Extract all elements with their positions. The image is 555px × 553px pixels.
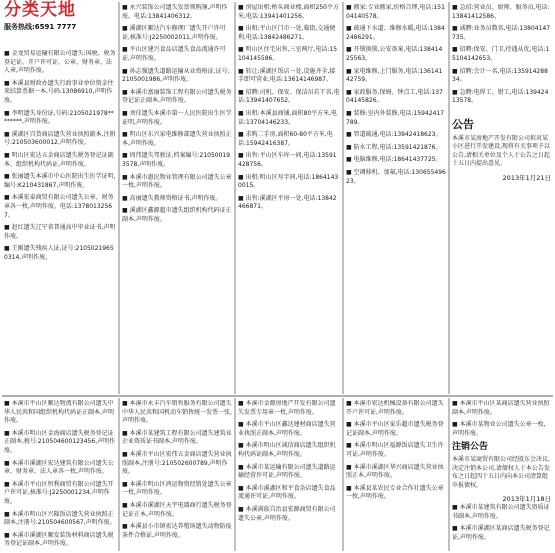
classified-ad: ■ 李明遗失身份证,号码:2105021978********,声明作废。 [4, 109, 114, 126]
loss-notice: ■ 本溪市明山区金海商店遗失税务登记证正副本,税号:210504600123456,声明作废。 [4, 429, 116, 454]
notice-date: 2013年1月21日 [502, 173, 551, 182]
loss-notice: ■ 本溪市溪湖区某商店遗失税务登记证,声明作废。 [452, 525, 550, 541]
classified-ad: ■ 出租:平山区门市一处,临街,交通便利,电话:13842486271。 [238, 25, 336, 41]
classified-ad: ■ 溪湖区顺达汽车修理厂遗失开户许可证,核准号:J2250002011,声明作废。 [122, 25, 226, 41]
classified-ad: ■ 出售:平山区车库一间,电话:13591428756。 [238, 152, 337, 168]
notice-column-2 [122, 400, 232, 550]
classified-ad: ■ 防水工程,电话:13591421876。 [346, 143, 442, 151]
classified-ad: ■ 电脑维修,电话:18641437725。 [346, 156, 442, 164]
classified-ad: ■ 管道疏通,电话:13942418623。 [346, 131, 442, 139]
loss-notice: ■ 本溪市永丰汽车销售服务有限公司遗失中华人民共和国机动车销售统一发票一张,声明作废。 [122, 400, 232, 425]
loss-notice: ■ 本溪市平山区宏伟五金商店遗失营业执照副本,注册号:210502600789,声明作废。 [122, 450, 232, 476]
loss-notice: ■ 本溪市平山区家乐超市遗失税务登记证副本,声明作废。 [346, 421, 444, 437]
loss-notice: ■ 本溪市宏达机械设备有限公司遗失开户许可证,声明作废。 [346, 400, 444, 416]
loss-notice: ■ 本溪满族自治县宏源商贸有限公司遗失公章,声明作废。 [238, 505, 336, 522]
loss-notice: ■ 本溪市某建筑工程有限公司遗失建筑业企业资质证书副本,声明作废。 [122, 429, 232, 446]
classified-ad: ■ 周伟遗失驾驶证,档案编号:210500193578,声明作废。 [122, 152, 231, 168]
loss-notice: ■ 本溪县小市镇宏达养殖场遗失动物防疫条件合格证,声明作废。 [122, 523, 232, 539]
classified-ad: ■ 出租:明山区写字间,电话:18641430015。 [238, 173, 339, 190]
notice-body: 本溪市某房地产开发有限公司拟对某小区进行开发建设,现将有关事项予以公告,请相关单位及个人于公告之日起十五日内提出意见。 [452, 134, 550, 168]
notice-column-4 [346, 400, 446, 550]
classified-ad: ■ 刘佳遗失本溪市第一人民医院出生医学证明,声明作废。 [122, 109, 232, 126]
classified-ad: ■ 王刚遗失残疾人证,证号:21050219650314,声明作废。 [4, 245, 114, 261]
classified-ad: ■ 赵红遗失辽宁省普通高中毕业证书,声明作废。 [4, 224, 116, 240]
loss-notice: ■ 本溪市平山区顺达物流有限公司遗失中华人民共和国组织机构代码证正副本,声明作废。 [4, 400, 114, 425]
deregistration-body: 本溪市某商贸有限公司经股东会决议,决定注销本公司,请债权人于本公告发布之日起四十五日内向本公司清算组申报债权。 [452, 456, 550, 489]
classified-ad: ■ 装修:室内外装修,电话:15942417789。 [346, 109, 445, 126]
loss-notice: ■ 本溪市溪湖区和平食杂店遗失食品流通许可证,声明作废。 [238, 484, 336, 501]
loss-notice: ■ 本溪市溪湖区天宇电器商行遗失税务登记证正本,声明作废。 [122, 501, 232, 518]
classified-ad: ■ 本溪宏泰商贸有限公司遗失公章、财务章各一枚,声明作废。电话:13780132567。 [4, 194, 114, 219]
classified-ad: ■ 急招:营业员、厨师、服务员,电话:13841412586。 [452, 4, 550, 20]
loss-notice: ■ 本溪市明山区鸿运物资经销处遗失公章一枚,声明作废。 [122, 480, 232, 497]
classified-ad: ■ 本溪县财政办遗失行政事业单位资金往来结算票据一本,号码:13086910,声明作废。 [4, 79, 114, 104]
classified-ad: ■ 招聘:会计一名,电话:13591428834。 [452, 67, 548, 84]
loss-notice: ■ 本溪市明山区兴隆饭店遗失营业执照正副本,注册号:210504600567,声明作废。 [4, 510, 116, 527]
classified-ad: ■ 家电维修,上门服务,电话:13614142759。 [346, 67, 443, 84]
classified-ad: ■ 空调移机、加氟,电话:13065549623。 [346, 168, 446, 185]
deregistration-heading: 注销公告 [452, 442, 489, 453]
notice-heading: 公告 [452, 117, 474, 131]
classified-ad: ■ 本溪市惠民物业管理有限公司遗失公章一枚,声明作废。 [122, 173, 232, 190]
masthead [4, 0, 120, 38]
classified-ad: ■ 出售:溪湖区平房一处,电话:13842466871。 [238, 194, 337, 211]
classified-ad: ■ 开锁换锁,公安备案,电话:13841425563。 [346, 46, 443, 62]
deregistration-date: 2013年1月18日 [502, 495, 551, 503]
classified-ad: ■ 诚聘:业务员数名,电话:13804147735。 [452, 25, 551, 41]
ad-column-5 [452, 4, 551, 392]
classified-ad: ■ 家政服务,保姆、钟点工,电话:13704145826。 [346, 88, 443, 105]
classified-ad: ■ 本溪市富丽装饰工程有限公司遗失税务登记证正副本,声明作废。 [122, 88, 232, 105]
notice-column-1 [4, 400, 116, 550]
section-title: 分类天地 [4, 0, 76, 20]
ad-column-1 [4, 50, 116, 392]
loss-notice: ■ 本溪市溪湖区华兴商店遗失营业执照正本,声明作废。 [346, 463, 444, 480]
classified-ad: ■ 疏通下水道、维修水暖,电话:13842486291。 [346, 25, 445, 41]
loss-notice: ■ 本溪市某运输有限公司遗失道路运输经营许可证,声明作废。 [238, 463, 336, 480]
classified-ad: ■ 孙志强遗失道路运输从业资格证,证号:2105001986,声明作废。 [122, 67, 230, 84]
classified-ad: ■ 招聘:保安、门卫,待遇从优,电话:15104142653。 [452, 46, 550, 62]
ad-column-4 [346, 4, 446, 392]
notice-column-5 [452, 400, 551, 550]
classified-ad: ■ 明山区宏达五金商店遗失税务登记证副本、组织机构代码证,声明作废。 [4, 151, 114, 168]
classified-ad: ■ 搬家:专业搬家,价格合理,电话:15104140578。 [346, 4, 445, 20]
loss-notice: ■ 本溪市明山区福源饭店遗失卫生许可证,声明作废。 [346, 442, 444, 458]
classified-ad: ■ 招聘:司机、保安、保洁员若干名,电话:13941407652。 [238, 88, 340, 105]
loss-notice: ■ 本溪市金源房地产开发有限公司遗失发票专用章一枚,声明作废。 [238, 400, 336, 416]
classified-ad: ■ 金龙贸易运输有限公司遗失:国税、税务登记证、开户许可证、公章、财务章、法人章,声明作废。 [4, 50, 116, 75]
service-hotline: 服务热线:6591 7777 [4, 23, 77, 31]
loss-notice: ■ 本溪市溪湖区宏达建筑有限公司遗失公章、财务章、法人章各一枚,声明作废。 [4, 459, 114, 476]
ad-column-2 [122, 4, 232, 392]
loss-notice: ■ 本溪县某农民专业合作社遗失公章一枚,声明作废。 [346, 484, 444, 501]
classified-ad: ■ 高丽遗失教师资格证书,声明作废。 [122, 194, 222, 202]
ad-column-3 [238, 4, 340, 392]
classified-ad: ■ 平山区建兴食品店遗失食品流通许可证,声明作废。 [122, 46, 226, 62]
classified-ad: ■ 急聘:电焊工、钳工,电话:13942413578。 [452, 88, 549, 105]
classified-ad: ■ 张丽遗失本溪市中心医院出生医学证明,编号:K210431867,声明作废。 [4, 173, 116, 189]
classified-ad: ■ 转让:溪湖区饭店一处,设施齐全,接手即可营业,电话:13614146987。 [238, 67, 336, 84]
loss-notice: ■ 本溪市某建筑有限公司遗失资质证书副本,声明作废。 [452, 504, 550, 520]
classified-ad: ■ 房屋出租:桥头商业楼,面积250平方米,电话:13941401256。 [238, 4, 339, 20]
classified-ad: ■ 溪湖区鑫源超市遗失组织机构代码证正副本,声明作废。 [122, 207, 232, 223]
loss-notice: ■ 本溪市明山区诚信商店遗失组织机构代码证副本,声明作废。 [238, 442, 336, 458]
loss-notice: ■ 本溪市某物业公司遗失公章一枚,声明作废。 [452, 421, 546, 437]
loss-notice: ■ 本溪市溪湖区顺发装饰材料商店遗失税务登记证副本,声明作废。 [4, 531, 114, 548]
classified-ad: ■ 溪湖区百货商店遗失营业执照副本,注册号:210503600012,声明作废。 [4, 130, 116, 147]
classified-ad: ■ 出租:本溪县商铺,面积80平方米,电话:13704146233。 [238, 109, 338, 126]
classified-ad: ■ 明山区住宅出售,三室两厅,电话:15104145586。 [238, 46, 338, 62]
classified-ad: ■ 明山区东兴家电维修部遗失营业执照正本,声明作废。 [122, 131, 232, 147]
loss-notice: ■ 本溪市平山区恒利商贸有限公司遗失开户许可证,核准号:J2250001234,声明作废。 [4, 480, 114, 505]
loss-notice: ■ 本溪市平山区鑫达建材商店遗失营业执照正副本,声明作废。 [238, 421, 336, 437]
loss-notice: ■ 本溪市平山区某商店遗失营业执照副本,声明作废。 [452, 400, 550, 416]
notice-column-3 [238, 400, 340, 550]
classified-ad: ■ 求购二手房,面积60-80平方米,电话:15942416387。 [238, 131, 333, 147]
classified-ad: ■ 永兴装饰公司遗失发票领购簿,声明作废。电话:13841406312。 [122, 4, 228, 20]
